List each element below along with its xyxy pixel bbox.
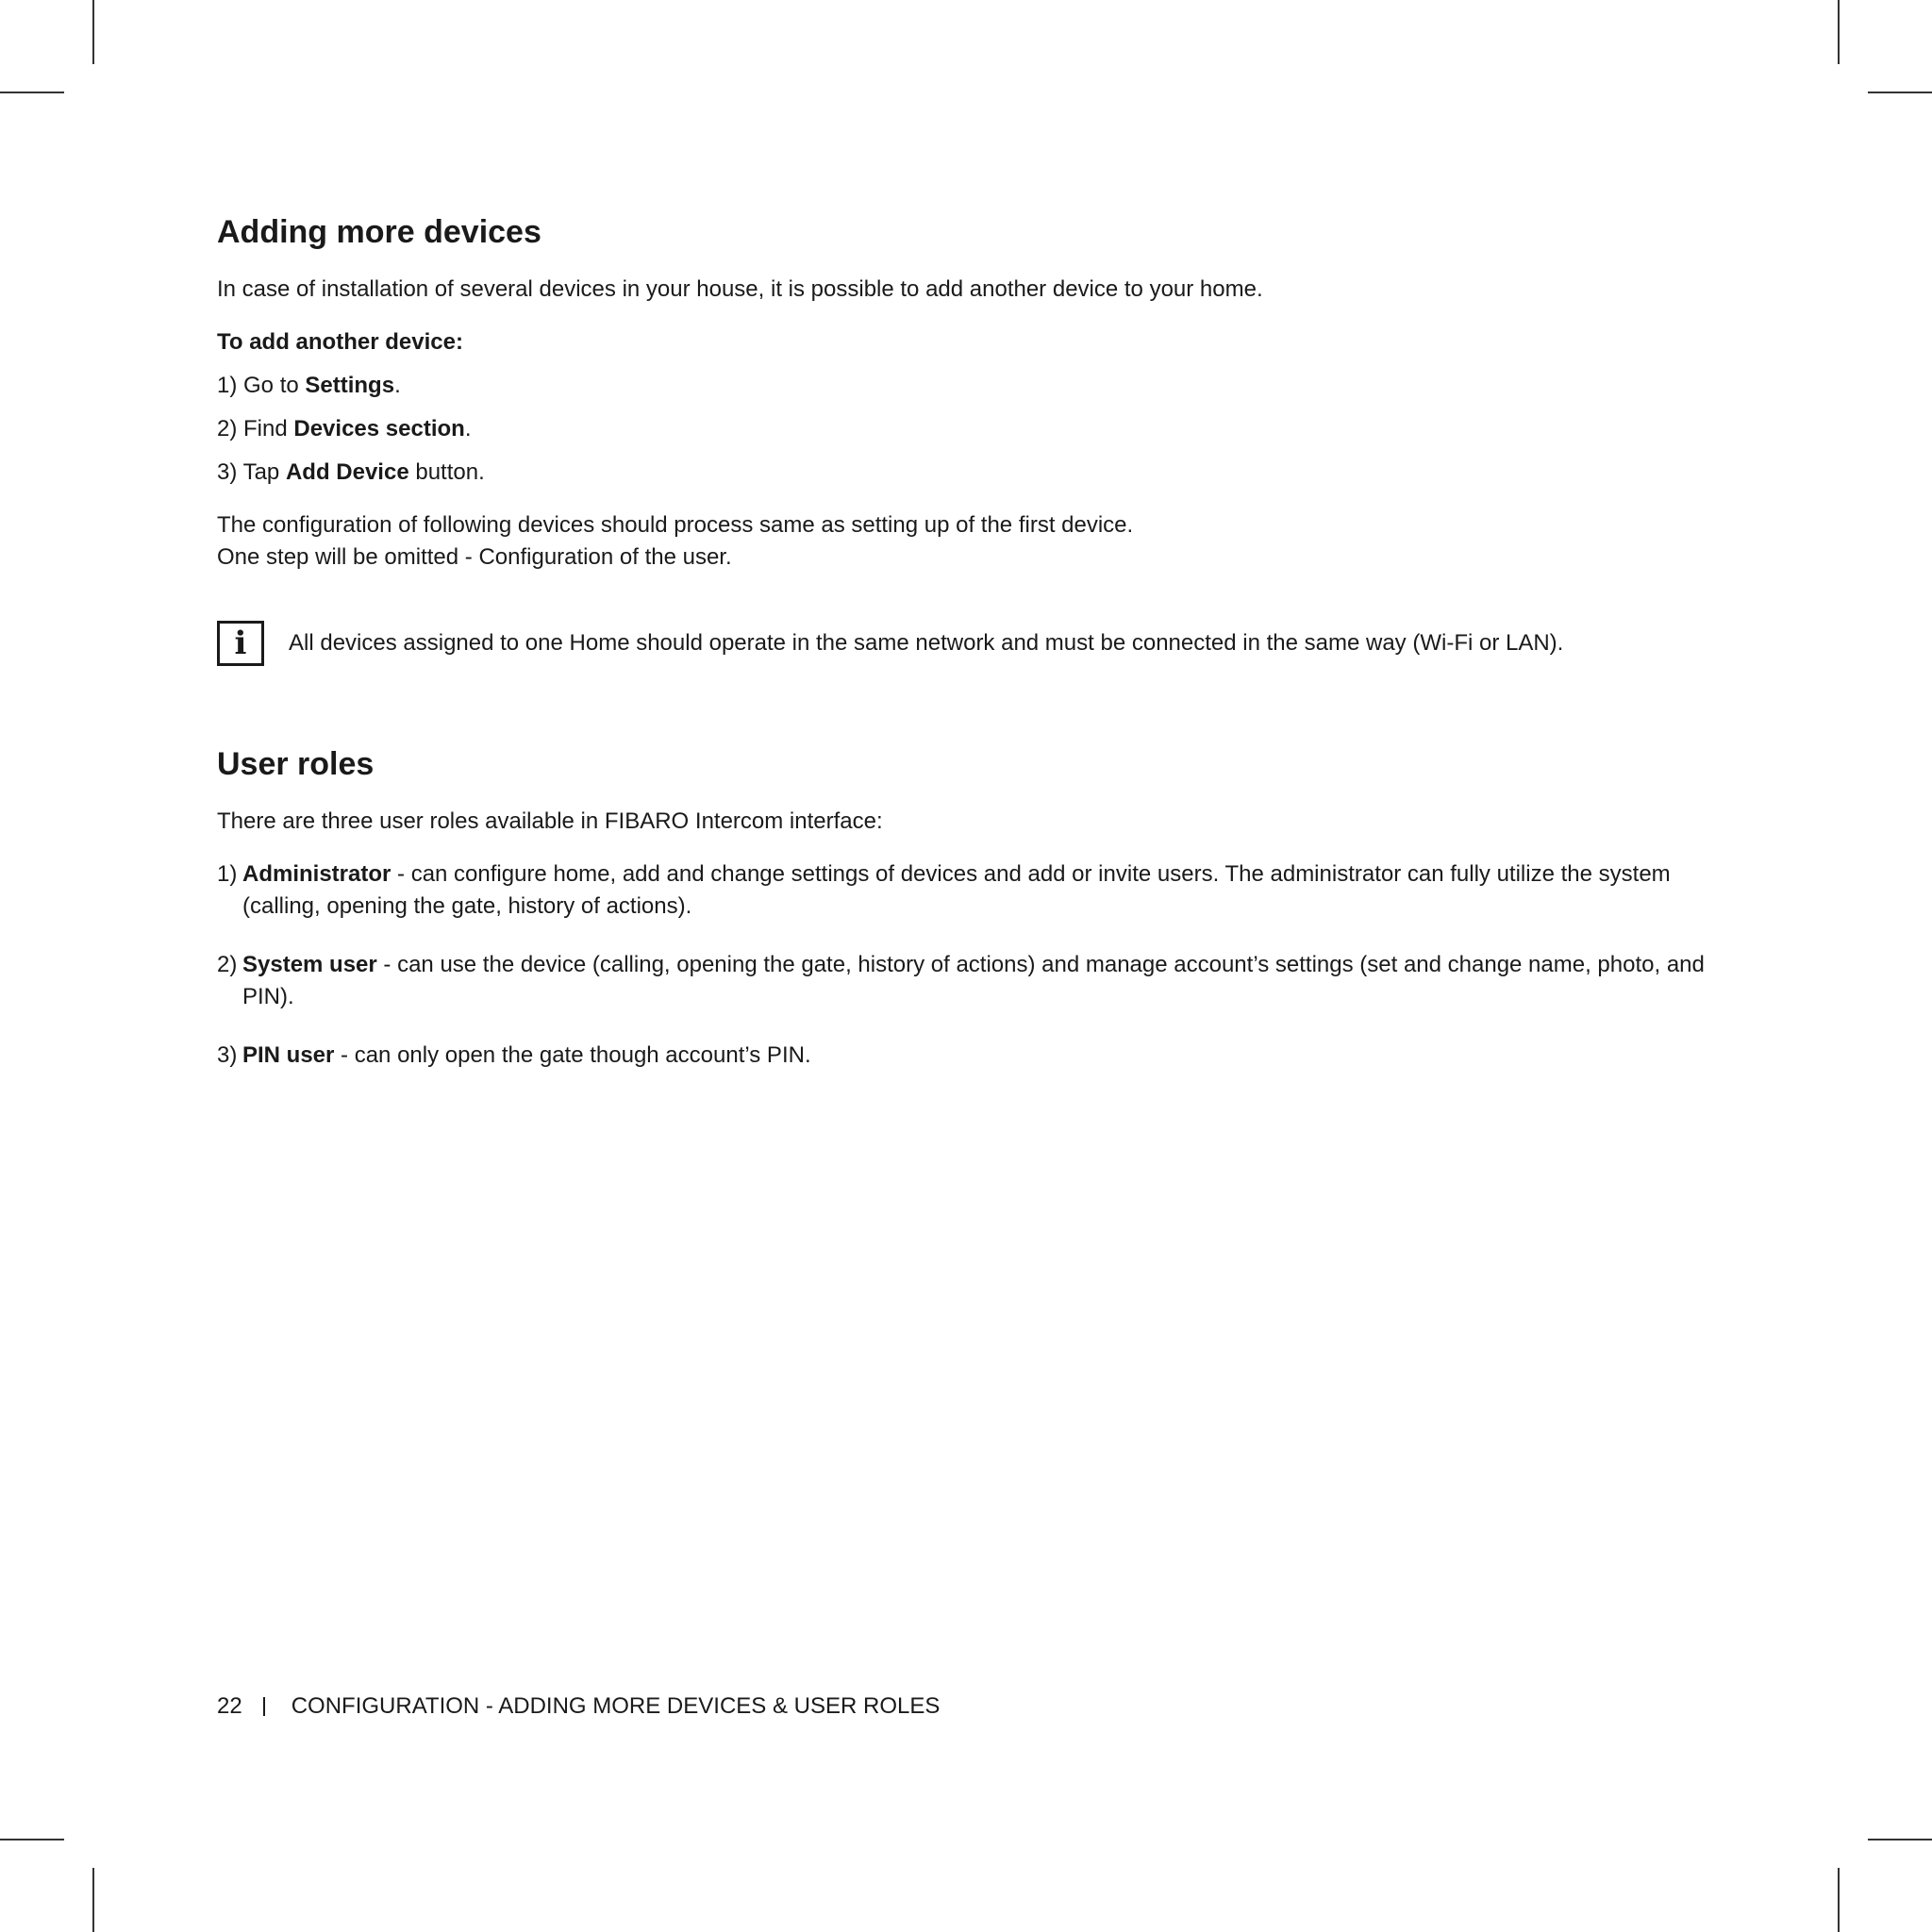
role-item-system-user: 2) System user - can use the device (calling, opening the gate, history of actions) and manage account’s settings (set and change name, photo, and PIN). (217, 952, 1705, 1009)
step-item: 2) Find Devices section. (217, 416, 472, 441)
crop-mark-top-left-v (92, 0, 94, 64)
crop-mark-top-right-h (1868, 92, 1932, 93)
config-note-line-2: One step will be omitted - Configuration of the user. (217, 544, 732, 570)
user-roles-intro: There are three user roles available in FIBARO Intercom interface: (217, 808, 883, 834)
info-callout-text: All devices assigned to one Home should operate in the same network and must be connected in the same way (Wi-Fi or LAN). (289, 630, 1564, 656)
page-number: 22 (217, 1693, 242, 1719)
page-footer (217, 1690, 940, 1723)
crop-mark-bottom-right-h (1868, 1839, 1932, 1840)
crop-mark-bottom-left-h (0, 1839, 64, 1840)
footer-section-title: CONFIGURATION - ADDING MORE DEVICES & USER ROLES (291, 1693, 941, 1719)
section-title-adding-devices: Adding more devices (217, 214, 541, 250)
crop-mark-bottom-left-v (92, 1868, 94, 1932)
crop-mark-top-right-v (1838, 0, 1840, 64)
step-item: 1) Go to Settings. (217, 373, 401, 398)
crop-mark-top-left-h (0, 92, 64, 93)
add-device-subheading: To add another device: (217, 329, 463, 355)
section-title-user-roles: User roles (217, 746, 375, 782)
role-item-administrator: 1) Administrator - can configure home, add and change settings of devices and add or invite users. The administrator can fully utilize the system (calling, opening the gate, history of actions). (217, 861, 1671, 919)
config-note-line-1: The configuration of following devices should process same as setting up of the first device. (217, 512, 1134, 538)
page-content (217, 209, 1726, 1098)
role-item-pin-user: 3) PIN user - can only open the gate though account’s PIN. (217, 1042, 811, 1068)
info-icon: i (217, 621, 264, 666)
footer-separator (263, 1697, 265, 1716)
adding-devices-intro: In case of installation of several devices in your house, it is possible to add another device to your home. (217, 276, 1263, 302)
step-item: 3) Tap Add Device button. (217, 459, 485, 485)
crop-mark-bottom-right-v (1838, 1868, 1840, 1932)
info-callout (217, 621, 1726, 666)
